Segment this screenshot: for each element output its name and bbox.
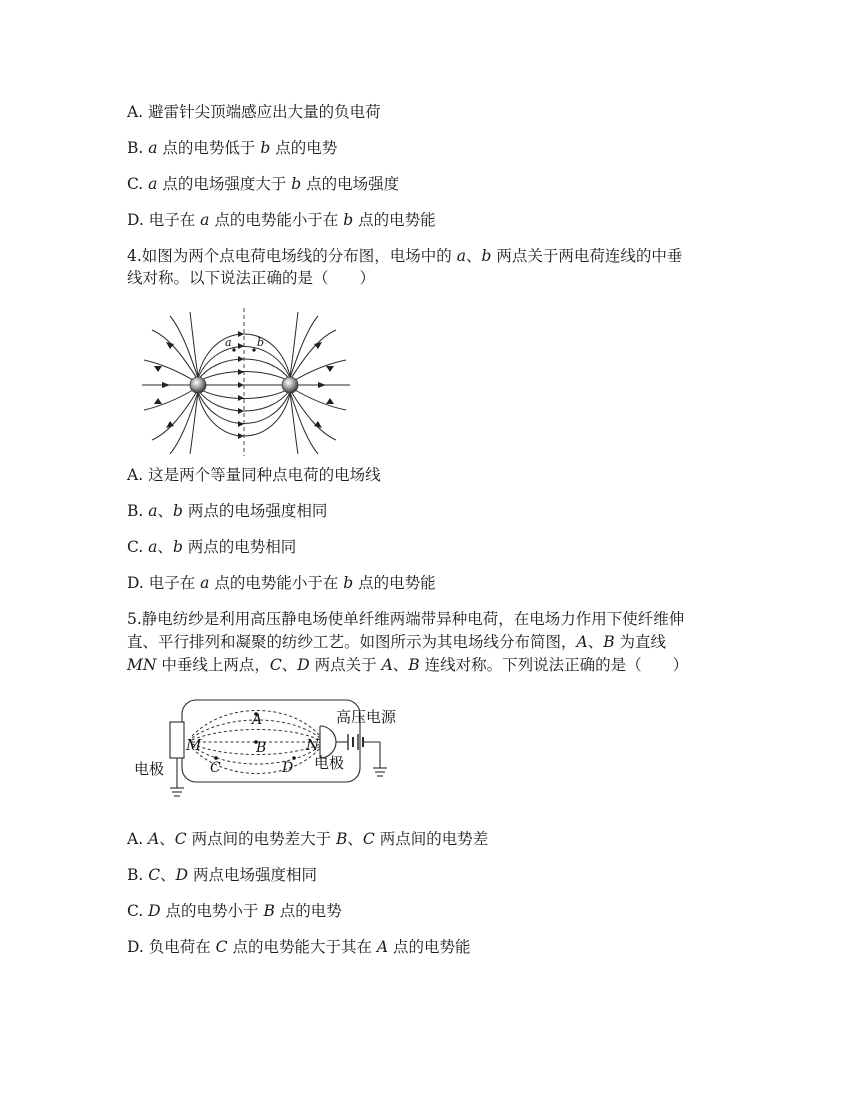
option-text: 避雷针尖顶端感应出大量的负电荷 xyxy=(148,103,381,121)
q4-option-b xyxy=(127,500,327,522)
label-electrode-right: 电极 xyxy=(314,754,345,772)
q5-option-b xyxy=(127,864,317,886)
q5-option-c xyxy=(127,900,342,922)
option-text: 这是两个等量同种点电荷的电场线 xyxy=(148,466,381,484)
variable-B: B xyxy=(408,656,420,674)
option-text: 两点电场强度相同 xyxy=(188,866,318,884)
stem-text: 4.如图为两个点电荷电场线的分布图，电场中的 xyxy=(127,247,457,265)
option-prefix: D. xyxy=(127,211,149,229)
variable-C: C xyxy=(148,866,161,884)
option-text: 点的电势能 xyxy=(353,211,436,229)
stem-text: 、 xyxy=(465,247,482,265)
q5-electrospinning-figure xyxy=(130,696,410,804)
q4-option-d xyxy=(127,572,436,594)
option-text: 点的电势能小于在 xyxy=(209,574,344,592)
option-prefix: B. xyxy=(127,502,149,520)
option-text: 两点间的电势差大于 xyxy=(186,830,337,848)
option-prefix: D. xyxy=(127,938,149,956)
variable-C: C xyxy=(269,656,282,674)
stem-text: 5.静电纺纱是利用高压静电场使单纤维两端带异种电荷，在电场力作用下使纤维伸 xyxy=(127,610,685,628)
option-text: 点的电势小于 xyxy=(160,902,264,920)
option-prefix: C. xyxy=(127,538,149,556)
stem-text: 连线对称。下列说法正确的是（ ） xyxy=(419,656,689,674)
variable-A: A xyxy=(381,656,393,674)
stem-text: 两点关于 xyxy=(309,656,382,674)
q5-stem-line1 xyxy=(127,608,684,630)
label-N: N xyxy=(306,736,320,754)
option-text: 点的电势 xyxy=(274,902,342,920)
stem-text: 、 xyxy=(392,656,409,674)
variable-b: b xyxy=(481,247,492,265)
charge-left xyxy=(190,377,206,393)
point-a-label: a xyxy=(225,336,232,349)
variable-B: B xyxy=(603,633,615,651)
variable-a: a xyxy=(456,247,466,265)
option-text: 点的电场强度 xyxy=(301,175,400,193)
variable-a: a xyxy=(148,139,158,157)
q5-stem-line2 xyxy=(127,631,666,653)
variable-C: C xyxy=(362,830,375,848)
variable-a: a xyxy=(148,502,158,520)
option-text: 点的电势 xyxy=(270,139,338,157)
option-text: 、 xyxy=(157,502,174,520)
label-power-source: 高压电源 xyxy=(336,708,397,726)
q4-field-line-figure xyxy=(140,308,358,456)
q4-option-c xyxy=(127,536,296,558)
option-text: 点的电势能大于其在 xyxy=(227,938,377,956)
q4-option-a xyxy=(127,464,381,486)
variable-b: b xyxy=(343,574,354,592)
q5-stem-line3 xyxy=(127,654,688,676)
option-text: 两点的电势相同 xyxy=(182,538,297,556)
variable-b: b xyxy=(172,538,183,556)
variable-A: A xyxy=(376,938,389,956)
variable-D: D xyxy=(297,656,310,674)
variable-B: B xyxy=(336,830,348,848)
label-electrode-left: 电极 xyxy=(134,760,165,778)
option-prefix: C. xyxy=(127,902,149,920)
variable-A: A xyxy=(576,633,588,651)
q3-option-b xyxy=(127,137,337,159)
option-text: 负电荷在 xyxy=(148,938,216,956)
variable-b: b xyxy=(173,502,183,520)
option-prefix: D. xyxy=(127,574,149,592)
option-text: 点的电势能 xyxy=(353,574,436,592)
variable-b: b xyxy=(260,139,271,157)
option-text: 、 xyxy=(347,830,363,848)
option-text: 、 xyxy=(157,538,173,556)
option-text: 点的电场强度大于 xyxy=(157,175,292,193)
q4-stem-line2 xyxy=(127,267,375,289)
option-prefix: A. xyxy=(127,103,149,121)
label-C: C xyxy=(210,760,221,776)
label-A: A xyxy=(252,712,263,728)
variable-D: D xyxy=(175,866,189,884)
option-text: 两点的电场强度相同 xyxy=(182,502,328,520)
q5-option-a xyxy=(127,828,488,850)
variable-MN: MN xyxy=(127,656,157,674)
variable-a: a xyxy=(148,538,158,556)
point-b-label: b xyxy=(257,336,265,349)
q5-option-d xyxy=(127,936,471,958)
q3-option-a xyxy=(127,101,381,123)
option-prefix: B. xyxy=(127,139,149,157)
option-text: 、 xyxy=(159,830,175,848)
variable-a: a xyxy=(200,574,210,592)
option-text: 点的电势能 xyxy=(388,938,471,956)
option-prefix: C. xyxy=(127,175,149,193)
q4-stem-line1 xyxy=(127,245,682,267)
option-prefix: A. xyxy=(127,466,149,484)
stem-text: 直、平行排列和凝聚的纺纱工艺。如图所示为其电场线分布简图， xyxy=(127,633,577,651)
option-text: 电子在 xyxy=(148,211,201,229)
variable-a: a xyxy=(148,175,158,193)
q3-option-c xyxy=(127,173,399,195)
option-prefix: B. xyxy=(127,866,149,884)
stem-text: 中垂线上两点， xyxy=(156,656,270,674)
variable-D: D xyxy=(148,902,161,920)
variable-b: b xyxy=(343,211,354,229)
label-D: D xyxy=(282,760,294,776)
variable-C: C xyxy=(174,830,187,848)
option-text: 点的电势低于 xyxy=(157,139,261,157)
point-a-dot xyxy=(232,348,235,351)
stem-text: 线对称。以下说法正确的是（ ） xyxy=(127,269,376,287)
charge-right xyxy=(282,377,298,393)
option-text: 电子在 xyxy=(148,574,201,592)
variable-A: A xyxy=(148,830,160,848)
label-M: M xyxy=(186,736,202,754)
option-text: 、 xyxy=(160,866,176,884)
option-text: 两点间的电势差 xyxy=(374,830,489,848)
stem-text: 、 xyxy=(587,633,604,651)
option-prefix: A. xyxy=(127,830,149,848)
variable-b: b xyxy=(291,175,302,193)
left-electrode xyxy=(170,722,184,758)
option-text: 点的电势能小于在 xyxy=(209,211,344,229)
stem-text: 、 xyxy=(281,656,298,674)
stem-text: 两点关于两电荷连线的中垂 xyxy=(491,247,683,265)
q3-option-d xyxy=(127,209,436,231)
label-B: B xyxy=(256,740,267,756)
point-b-dot xyxy=(252,348,255,351)
variable-a: a xyxy=(200,211,210,229)
variable-C: C xyxy=(215,938,228,956)
stem-text: 为直线 xyxy=(614,633,667,651)
variable-B: B xyxy=(263,902,275,920)
